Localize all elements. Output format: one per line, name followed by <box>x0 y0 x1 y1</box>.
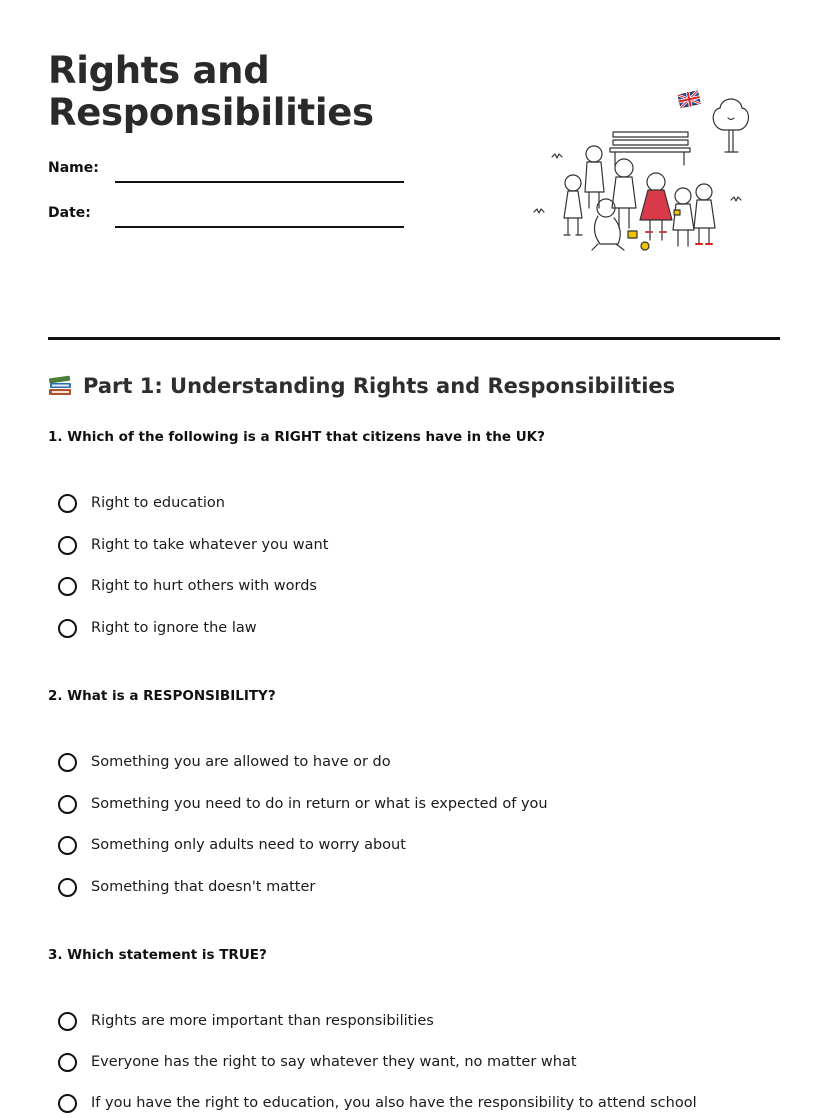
option-label: Right to education <box>91 495 225 511</box>
option-label: Something you need to do in return or what is expected of you <box>91 796 548 812</box>
option-label: Something that doesn't matter <box>91 879 316 895</box>
q2-option-4[interactable] <box>58 875 315 899</box>
books-icon <box>48 374 73 398</box>
radio-button[interactable] <box>58 1012 77 1031</box>
radio-button[interactable] <box>58 619 77 638</box>
bench-icon <box>610 132 690 165</box>
part1-heading <box>48 374 675 398</box>
option-label: Everyone has the right to say whatever they want, no matter what <box>91 1054 577 1070</box>
date-field[interactable] <box>115 226 404 228</box>
radio-button[interactable] <box>58 577 77 596</box>
butterfly-icon <box>731 197 741 201</box>
worksheet-title <box>48 50 374 134</box>
child-figure <box>694 184 715 244</box>
q1-option-2[interactable] <box>58 533 328 557</box>
option-label: Rights are more important than responsibilities <box>91 1013 434 1029</box>
q1-option-3[interactable] <box>58 574 317 598</box>
child-figure <box>673 188 694 246</box>
option-label: Right to hurt others with words <box>91 578 317 594</box>
worksheet-title-line1: Rights and <box>48 49 270 92</box>
toy-ball-icon <box>641 242 649 250</box>
option-label: Right to ignore the law <box>91 620 257 636</box>
uk-flag-icon <box>678 91 700 108</box>
q2-option-2[interactable] <box>58 792 548 816</box>
q3-option-1[interactable] <box>58 1009 434 1033</box>
q1-option-4[interactable] <box>58 616 257 640</box>
radio-button[interactable] <box>58 1053 77 1072</box>
radio-button[interactable] <box>58 795 77 814</box>
worksheet-title-line2: Responsibilities <box>48 91 374 134</box>
radio-button[interactable] <box>58 1094 77 1113</box>
radio-button[interactable] <box>58 836 77 855</box>
q2-option-1[interactable] <box>58 750 391 774</box>
butterfly-icon <box>534 209 544 213</box>
radio-button[interactable] <box>58 536 77 555</box>
child-figure <box>585 146 604 208</box>
question-2: 2. What is a RESPONSIBILITY? <box>48 688 276 704</box>
q3-option-3[interactable] <box>58 1091 697 1115</box>
children-park-illustration <box>528 90 758 260</box>
option-label: Something you are allowed to have or do <box>91 754 391 770</box>
part1-heading-text: Part 1: Understanding Rights and Responsibilities <box>83 374 676 398</box>
option-label: Something only adults need to worry about <box>91 837 406 853</box>
name-label: Name: <box>48 160 99 176</box>
radio-button[interactable] <box>58 878 77 897</box>
date-label: Date: <box>48 205 91 221</box>
tree-icon <box>713 99 748 152</box>
toy-block-icon <box>628 231 637 238</box>
option-label: If you have the right to education, you also have the responsibility to attend school <box>91 1095 697 1111</box>
question-1: 1. Which of the following is a RIGHT that citizens have in the UK? <box>48 429 545 445</box>
name-field[interactable] <box>115 181 404 183</box>
radio-button[interactable] <box>58 753 77 772</box>
butterfly-icon <box>552 154 562 158</box>
option-label: Right to take whatever you want <box>91 537 329 553</box>
q2-option-3[interactable] <box>58 833 406 857</box>
q3-option-2[interactable] <box>58 1050 577 1074</box>
child-figure <box>640 173 672 240</box>
child-figure <box>564 175 582 235</box>
radio-button[interactable] <box>58 494 77 513</box>
question-3: 3. Which statement is TRUE? <box>48 947 267 963</box>
q1-option-1[interactable] <box>58 491 225 515</box>
child-figure <box>612 159 636 228</box>
section-divider <box>48 337 780 340</box>
